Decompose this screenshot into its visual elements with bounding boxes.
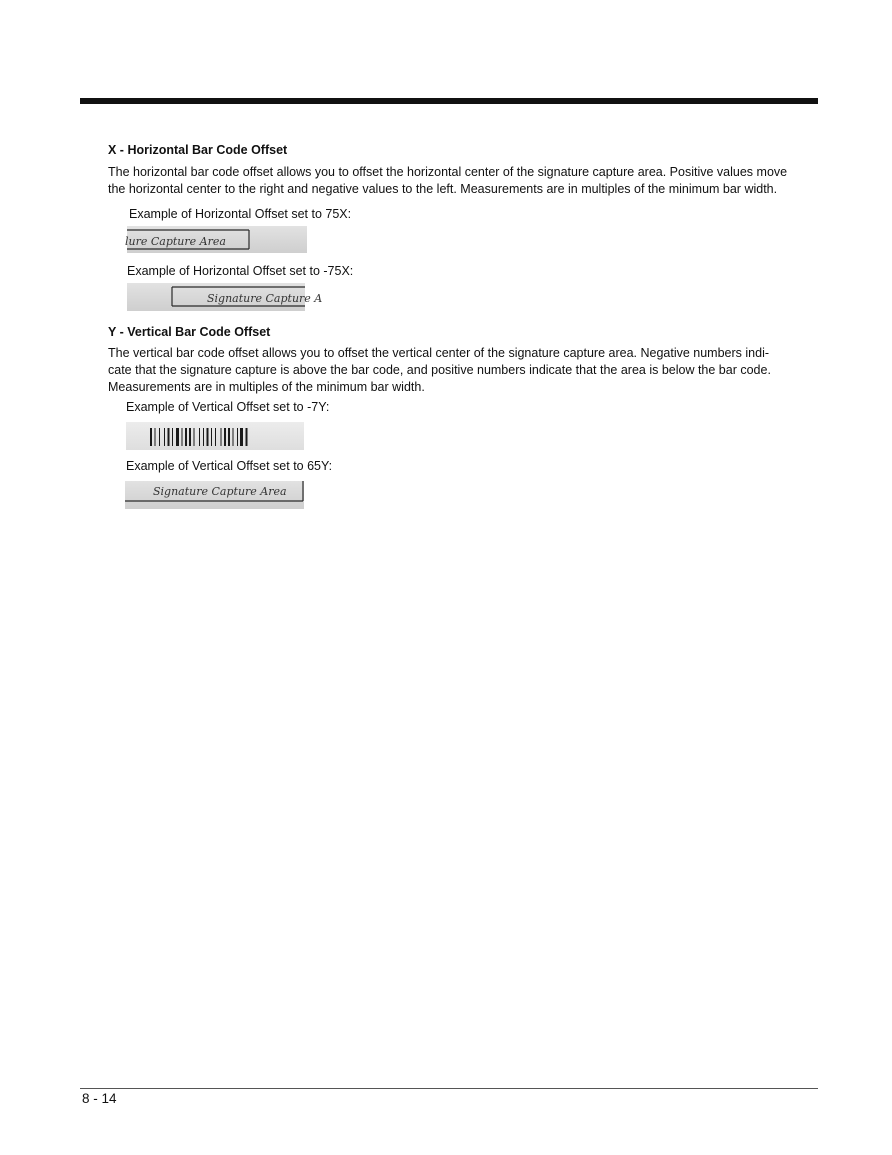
horizontal-minus-75x-image-text: Signature Capture A [207,292,323,305]
vertical-minus-7y-caption: Example of Vertical Offset set to -7Y: [126,400,330,414]
section-y-line-3: Measurements are in multiples of the minimum bar width. [108,380,425,394]
section-y-line-1: The vertical bar code offset allows you to offset the vertical center of the signature capture area. Negative numbers indi- [108,346,770,360]
section-y-heading: Y - Vertical Bar Code Offset [108,325,271,339]
bottom-rule [80,1088,818,1089]
horizontal-minus-75x-caption: Example of Horizontal Offset set to -75X: [127,264,354,278]
vertical-65y-image-text: Signature Capture Area [153,485,287,498]
page-number: 8 - 14 [82,1091,117,1106]
horizontal-minus-75x-example-image [127,283,323,311]
barcode-graphic [126,422,304,450]
horizontal-75x-example-image [127,226,307,253]
vertical-minus-7y-example-image [126,422,304,450]
vertical-65y-caption: Example of Vertical Offset set to 65Y: [126,459,333,473]
horizontal-75x-caption: Example of Horizontal Offset set to 75X: [129,207,352,221]
section-y-paragraph [108,345,820,396]
section-x-paragraph [108,164,820,198]
horizontal-75x-image-text: lure Capture Area [125,235,226,248]
section-y-line-2: cate that the signature capture is above the bar code, and positive numbers indicate that the area is below the bar code. [108,363,771,377]
section-x-line-2: the horizontal center to the right and negative values to the left. Measurements are in multiples of the minimum bar width. [108,182,778,196]
top-rule [80,98,818,104]
section-x-heading: X - Horizontal Bar Code Offset [108,143,288,157]
section-x-line-1: The horizontal bar code offset allows you to offset the horizontal center of the signature capture area. Positive values move [108,165,788,179]
vertical-65y-example-image [125,481,304,509]
